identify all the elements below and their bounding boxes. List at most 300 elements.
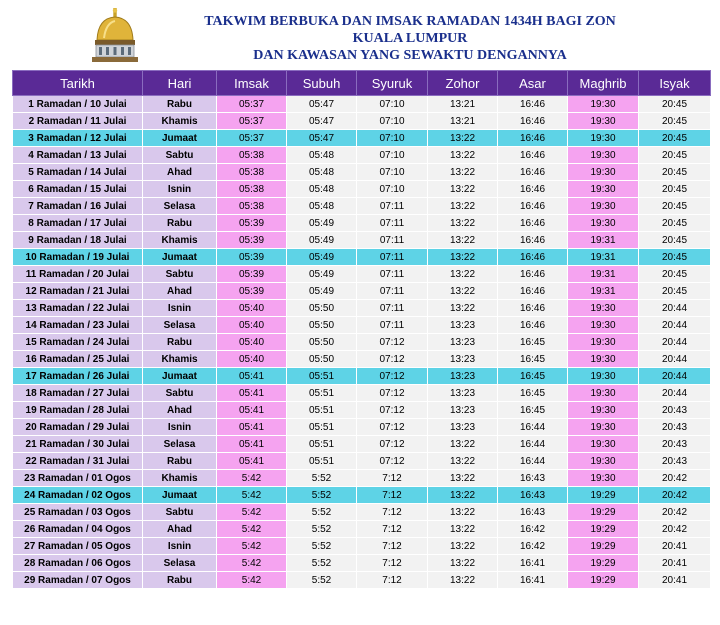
cell-tarikh: 12 Ramadan / 21 Julai xyxy=(13,283,143,300)
cell-isyak: 20:42 xyxy=(639,521,711,538)
cell-zohor: 13:22 xyxy=(428,232,498,249)
column-header-isyak: Isyak xyxy=(639,71,711,96)
cell-asar: 16:43 xyxy=(498,504,568,521)
cell-syuruk: 07:11 xyxy=(357,215,428,232)
table-row xyxy=(13,283,711,300)
cell-zohor: 13:23 xyxy=(428,385,498,402)
cell-asar: 16:42 xyxy=(498,521,568,538)
cell-hari: Khamis xyxy=(143,470,217,487)
cell-zohor: 13:23 xyxy=(428,351,498,368)
cell-asar: 16:44 xyxy=(498,453,568,470)
cell-tarikh: 28 Ramadan / 06 Ogos xyxy=(13,555,143,572)
cell-imsak: 05:38 xyxy=(217,164,287,181)
cell-syuruk: 07:11 xyxy=(357,317,428,334)
table-row xyxy=(13,436,711,453)
cell-tarikh: 16 Ramadan / 25 Julai xyxy=(13,351,143,368)
cell-tarikh: 26 Ramadan / 04 Ogos xyxy=(13,521,143,538)
cell-zohor: 13:23 xyxy=(428,317,498,334)
cell-hari: Rabu xyxy=(143,215,217,232)
cell-isyak: 20:44 xyxy=(639,351,711,368)
cell-syuruk: 7:12 xyxy=(357,470,428,487)
cell-asar: 16:46 xyxy=(498,164,568,181)
column-header-zohor: Zohor xyxy=(428,71,498,96)
cell-hari: Rabu xyxy=(143,334,217,351)
cell-tarikh: 29 Ramadan / 07 Ogos xyxy=(13,572,143,589)
cell-maghrib: 19:30 xyxy=(568,181,639,198)
cell-asar: 16:46 xyxy=(498,266,568,283)
cell-zohor: 13:22 xyxy=(428,215,498,232)
cell-maghrib: 19:31 xyxy=(568,249,639,266)
cell-asar: 16:45 xyxy=(498,402,568,419)
column-header-tarikh: Tarikh xyxy=(13,71,143,96)
title-line-3: DAN KAWASAN YANG SEWAKTU DENGANNYA xyxy=(253,48,567,63)
cell-subuh: 05:49 xyxy=(287,232,357,249)
table-header-row xyxy=(13,71,711,96)
cell-maghrib: 19:29 xyxy=(568,538,639,555)
cell-hari: Jumaat xyxy=(143,249,217,266)
cell-isyak: 20:45 xyxy=(639,147,711,164)
cell-asar: 16:45 xyxy=(498,368,568,385)
cell-maghrib: 19:30 xyxy=(568,351,639,368)
cell-zohor: 13:22 xyxy=(428,521,498,538)
table-row xyxy=(13,215,711,232)
cell-subuh: 5:52 xyxy=(287,470,357,487)
cell-asar: 16:46 xyxy=(498,198,568,215)
cell-subuh: 05:51 xyxy=(287,436,357,453)
cell-imsak: 5:42 xyxy=(217,538,287,555)
cell-asar: 16:44 xyxy=(498,436,568,453)
cell-isyak: 20:44 xyxy=(639,317,711,334)
cell-isyak: 20:45 xyxy=(639,198,711,215)
cell-hari: Isnin xyxy=(143,538,217,555)
cell-subuh: 05:50 xyxy=(287,334,357,351)
cell-hari: Rabu xyxy=(143,572,217,589)
cell-maghrib: 19:30 xyxy=(568,300,639,317)
cell-asar: 16:46 xyxy=(498,300,568,317)
cell-subuh: 05:48 xyxy=(287,164,357,181)
cell-zohor: 13:23 xyxy=(428,368,498,385)
cell-subuh: 05:50 xyxy=(287,300,357,317)
cell-hari: Rabu xyxy=(143,96,217,113)
table-row xyxy=(13,130,711,147)
cell-syuruk: 07:12 xyxy=(357,385,428,402)
cell-hari: Jumaat xyxy=(143,487,217,504)
cell-tarikh: 18 Ramadan / 27 Julai xyxy=(13,385,143,402)
cell-imsak: 05:41 xyxy=(217,436,287,453)
cell-hari: Jumaat xyxy=(143,368,217,385)
cell-hari: Ahad xyxy=(143,402,217,419)
cell-imsak: 05:37 xyxy=(217,96,287,113)
cell-imsak: 05:38 xyxy=(217,147,287,164)
cell-tarikh: 19 Ramadan / 28 Julai xyxy=(13,402,143,419)
cell-maghrib: 19:30 xyxy=(568,130,639,147)
cell-imsak: 05:40 xyxy=(217,317,287,334)
cell-syuruk: 7:12 xyxy=(357,555,428,572)
cell-subuh: 05:51 xyxy=(287,402,357,419)
cell-syuruk: 07:11 xyxy=(357,300,428,317)
table-row xyxy=(13,164,711,181)
cell-isyak: 20:45 xyxy=(639,283,711,300)
cell-zohor: 13:23 xyxy=(428,419,498,436)
cell-hari: Sabtu xyxy=(143,147,217,164)
cell-asar: 16:46 xyxy=(498,317,568,334)
cell-imsak: 05:39 xyxy=(217,249,287,266)
cell-subuh: 05:50 xyxy=(287,351,357,368)
cell-zohor: 13:22 xyxy=(428,504,498,521)
cell-hari: Khamis xyxy=(143,113,217,130)
cell-imsak: 5:42 xyxy=(217,555,287,572)
cell-syuruk: 07:12 xyxy=(357,402,428,419)
cell-isyak: 20:45 xyxy=(639,130,711,147)
cell-hari: Rabu xyxy=(143,453,217,470)
cell-subuh: 05:51 xyxy=(287,419,357,436)
cell-subuh: 05:51 xyxy=(287,385,357,402)
title-line-2: KUALA LUMPUR xyxy=(352,31,468,46)
cell-subuh: 05:49 xyxy=(287,215,357,232)
cell-isyak: 20:44 xyxy=(639,300,711,317)
cell-hari: Selasa xyxy=(143,555,217,572)
cell-imsak: 05:37 xyxy=(217,130,287,147)
cell-subuh: 5:52 xyxy=(287,572,357,589)
cell-syuruk: 07:12 xyxy=(357,368,428,385)
cell-asar: 16:46 xyxy=(498,113,568,130)
cell-subuh: 05:51 xyxy=(287,368,357,385)
cell-asar: 16:46 xyxy=(498,181,568,198)
cell-imsak: 05:38 xyxy=(217,198,287,215)
cell-subuh: 05:49 xyxy=(287,249,357,266)
cell-zohor: 13:23 xyxy=(428,402,498,419)
cell-isyak: 20:42 xyxy=(639,504,711,521)
column-header-asar: Asar xyxy=(498,71,568,96)
cell-subuh: 05:49 xyxy=(287,283,357,300)
cell-zohor: 13:22 xyxy=(428,198,498,215)
cell-syuruk: 07:12 xyxy=(357,351,428,368)
cell-isyak: 20:43 xyxy=(639,436,711,453)
cell-syuruk: 07:10 xyxy=(357,147,428,164)
cell-zohor: 13:22 xyxy=(428,283,498,300)
cell-syuruk: 7:12 xyxy=(357,538,428,555)
cell-asar: 16:46 xyxy=(498,283,568,300)
cell-imsak: 5:42 xyxy=(217,504,287,521)
cell-isyak: 20:43 xyxy=(639,419,711,436)
cell-zohor: 13:22 xyxy=(428,300,498,317)
cell-tarikh: 10 Ramadan / 19 Julai xyxy=(13,249,143,266)
cell-tarikh: 13 Ramadan / 22 Julai xyxy=(13,300,143,317)
cell-hari: Sabtu xyxy=(143,266,217,283)
mosque-dome-icon xyxy=(90,8,140,64)
table-row xyxy=(13,300,711,317)
column-header-maghrib: Maghrib xyxy=(568,71,639,96)
cell-tarikh: 2 Ramadan / 11 Julai xyxy=(13,113,143,130)
cell-isyak: 20:44 xyxy=(639,385,711,402)
cell-maghrib: 19:29 xyxy=(568,521,639,538)
cell-maghrib: 19:31 xyxy=(568,283,639,300)
cell-zohor: 13:22 xyxy=(428,266,498,283)
cell-syuruk: 07:11 xyxy=(357,249,428,266)
cell-isyak: 20:44 xyxy=(639,334,711,351)
cell-syuruk: 07:10 xyxy=(357,181,428,198)
cell-tarikh: 4 Ramadan / 13 Julai xyxy=(13,147,143,164)
cell-hari: Selasa xyxy=(143,317,217,334)
cell-subuh: 05:49 xyxy=(287,266,357,283)
cell-tarikh: 1 Ramadan / 10 Julai xyxy=(13,96,143,113)
cell-imsak: 05:40 xyxy=(217,300,287,317)
cell-hari: Ahad xyxy=(143,521,217,538)
cell-imsak: 05:41 xyxy=(217,402,287,419)
table-row xyxy=(13,232,711,249)
cell-syuruk: 07:11 xyxy=(357,283,428,300)
column-header-syuruk: Syuruk xyxy=(357,71,428,96)
cell-tarikh: 23 Ramadan / 01 Ogos xyxy=(13,470,143,487)
cell-subuh: 5:52 xyxy=(287,504,357,521)
prayer-times-table xyxy=(12,70,711,589)
cell-imsak: 5:42 xyxy=(217,470,287,487)
cell-maghrib: 19:30 xyxy=(568,198,639,215)
cell-tarikh: 20 Ramadan / 29 Julai xyxy=(13,419,143,436)
cell-syuruk: 07:12 xyxy=(357,436,428,453)
cell-hari: Ahad xyxy=(143,164,217,181)
cell-syuruk: 7:12 xyxy=(357,504,428,521)
cell-asar: 16:46 xyxy=(498,96,568,113)
cell-asar: 16:46 xyxy=(498,249,568,266)
cell-isyak: 20:43 xyxy=(639,402,711,419)
cell-isyak: 20:44 xyxy=(639,368,711,385)
cell-syuruk: 07:11 xyxy=(357,198,428,215)
cell-subuh: 5:52 xyxy=(287,487,357,504)
cell-zohor: 13:22 xyxy=(428,147,498,164)
cell-zohor: 13:22 xyxy=(428,249,498,266)
cell-imsak: 5:42 xyxy=(217,487,287,504)
cell-tarikh: 8 Ramadan / 17 Julai xyxy=(13,215,143,232)
cell-zohor: 13:22 xyxy=(428,487,498,504)
cell-tarikh: 27 Ramadan / 05 Ogos xyxy=(13,538,143,555)
cell-maghrib: 19:29 xyxy=(568,504,639,521)
column-header-hari: Hari xyxy=(143,71,217,96)
table-row xyxy=(13,453,711,470)
cell-tarikh: 25 Ramadan / 03 Ogos xyxy=(13,504,143,521)
table-row xyxy=(13,181,711,198)
cell-subuh: 05:50 xyxy=(287,317,357,334)
cell-asar: 16:43 xyxy=(498,470,568,487)
cell-hari: Sabtu xyxy=(143,504,217,521)
cell-imsak: 05:39 xyxy=(217,215,287,232)
cell-tarikh: 11 Ramadan / 20 Julai xyxy=(13,266,143,283)
cell-zohor: 13:22 xyxy=(428,181,498,198)
cell-maghrib: 19:30 xyxy=(568,164,639,181)
cell-subuh: 05:48 xyxy=(287,147,357,164)
cell-isyak: 20:45 xyxy=(639,164,711,181)
cell-asar: 16:44 xyxy=(498,419,568,436)
cell-maghrib: 19:30 xyxy=(568,147,639,164)
cell-subuh: 05:51 xyxy=(287,453,357,470)
cell-zohor: 13:22 xyxy=(428,436,498,453)
cell-imsak: 05:41 xyxy=(217,368,287,385)
cell-subuh: 05:47 xyxy=(287,130,357,147)
cell-asar: 16:46 xyxy=(498,130,568,147)
cell-imsak: 05:41 xyxy=(217,453,287,470)
table-row xyxy=(13,198,711,215)
cell-zohor: 13:22 xyxy=(428,164,498,181)
cell-syuruk: 07:10 xyxy=(357,130,428,147)
table-body xyxy=(13,96,711,589)
cell-maghrib: 19:30 xyxy=(568,334,639,351)
cell-maghrib: 19:29 xyxy=(568,487,639,504)
cell-imsak: 5:42 xyxy=(217,521,287,538)
cell-maghrib: 19:30 xyxy=(568,317,639,334)
cell-isyak: 20:42 xyxy=(639,470,711,487)
cell-imsak: 05:39 xyxy=(217,266,287,283)
cell-zohor: 13:22 xyxy=(428,572,498,589)
cell-maghrib: 19:30 xyxy=(568,453,639,470)
table-row xyxy=(13,487,711,504)
cell-isyak: 20:45 xyxy=(639,266,711,283)
cell-maghrib: 19:29 xyxy=(568,572,639,589)
table-row xyxy=(13,572,711,589)
table-row xyxy=(13,538,711,555)
cell-tarikh: 7 Ramadan / 16 Julai xyxy=(13,198,143,215)
cell-syuruk: 07:10 xyxy=(357,113,428,130)
cell-zohor: 13:22 xyxy=(428,538,498,555)
cell-asar: 16:45 xyxy=(498,334,568,351)
cell-maghrib: 19:30 xyxy=(568,419,639,436)
cell-maghrib: 19:30 xyxy=(568,385,639,402)
cell-isyak: 20:45 xyxy=(639,181,711,198)
cell-zohor: 13:22 xyxy=(428,453,498,470)
cell-hari: Khamis xyxy=(143,232,217,249)
cell-syuruk: 07:12 xyxy=(357,334,428,351)
cell-isyak: 20:42 xyxy=(639,487,711,504)
cell-asar: 16:46 xyxy=(498,232,568,249)
cell-zohor: 13:21 xyxy=(428,113,498,130)
cell-asar: 16:41 xyxy=(498,572,568,589)
cell-asar: 16:46 xyxy=(498,215,568,232)
column-header-subuh: Subuh xyxy=(287,71,357,96)
cell-syuruk: 7:12 xyxy=(357,487,428,504)
cell-isyak: 20:45 xyxy=(639,215,711,232)
cell-syuruk: 07:11 xyxy=(357,232,428,249)
cell-isyak: 20:45 xyxy=(639,249,711,266)
table-row xyxy=(13,113,711,130)
cell-imsak: 5:42 xyxy=(217,572,287,589)
table-row xyxy=(13,555,711,572)
cell-syuruk: 07:10 xyxy=(357,164,428,181)
cell-imsak: 05:41 xyxy=(217,385,287,402)
cell-syuruk: 7:12 xyxy=(357,572,428,589)
cell-maghrib: 19:29 xyxy=(568,555,639,572)
cell-maghrib: 19:30 xyxy=(568,470,639,487)
cell-asar: 16:41 xyxy=(498,555,568,572)
cell-isyak: 20:45 xyxy=(639,113,711,130)
cell-imsak: 05:41 xyxy=(217,419,287,436)
cell-hari: Isnin xyxy=(143,300,217,317)
cell-isyak: 20:45 xyxy=(639,232,711,249)
cell-imsak: 05:40 xyxy=(217,351,287,368)
cell-zohor: 13:23 xyxy=(428,334,498,351)
cell-asar: 16:45 xyxy=(498,351,568,368)
cell-isyak: 20:41 xyxy=(639,538,711,555)
cell-hari: Isnin xyxy=(143,419,217,436)
cell-syuruk: 07:12 xyxy=(357,453,428,470)
table-row xyxy=(13,351,711,368)
cell-asar: 16:42 xyxy=(498,538,568,555)
cell-subuh: 05:48 xyxy=(287,198,357,215)
cell-syuruk: 07:11 xyxy=(357,266,428,283)
cell-subuh: 5:52 xyxy=(287,521,357,538)
cell-maghrib: 19:30 xyxy=(568,436,639,453)
page-title xyxy=(150,13,670,64)
table-row xyxy=(13,470,711,487)
cell-tarikh: 6 Ramadan / 15 Julai xyxy=(13,181,143,198)
cell-asar: 16:46 xyxy=(498,147,568,164)
cell-hari: Isnin xyxy=(143,181,217,198)
cell-tarikh: 5 Ramadan / 14 Julai xyxy=(13,164,143,181)
cell-hari: Khamis xyxy=(143,351,217,368)
cell-maghrib: 19:30 xyxy=(568,368,639,385)
table-row xyxy=(13,521,711,538)
cell-imsak: 05:39 xyxy=(217,283,287,300)
cell-tarikh: 24 Ramadan / 02 Ogos xyxy=(13,487,143,504)
cell-syuruk: 7:12 xyxy=(357,521,428,538)
table-row xyxy=(13,419,711,436)
cell-isyak: 20:43 xyxy=(639,453,711,470)
cell-isyak: 20:41 xyxy=(639,555,711,572)
cell-syuruk: 07:12 xyxy=(357,419,428,436)
cell-imsak: 05:40 xyxy=(217,334,287,351)
column-header-imsak: Imsak xyxy=(217,71,287,96)
cell-syuruk: 07:10 xyxy=(357,96,428,113)
cell-maghrib: 19:31 xyxy=(568,266,639,283)
cell-tarikh: 3 Ramadan / 12 Julai xyxy=(13,130,143,147)
cell-subuh: 05:47 xyxy=(287,96,357,113)
table-row xyxy=(13,504,711,521)
cell-asar: 16:45 xyxy=(498,385,568,402)
cell-hari: Selasa xyxy=(143,436,217,453)
cell-imsak: 05:37 xyxy=(217,113,287,130)
cell-tarikh: 22 Ramadan / 31 Julai xyxy=(13,453,143,470)
cell-hari: Jumaat xyxy=(143,130,217,147)
cell-subuh: 05:47 xyxy=(287,113,357,130)
cell-tarikh: 17 Ramadan / 26 Julai xyxy=(13,368,143,385)
cell-zohor: 13:22 xyxy=(428,470,498,487)
cell-imsak: 05:39 xyxy=(217,232,287,249)
cell-maghrib: 19:30 xyxy=(568,96,639,113)
cell-isyak: 20:41 xyxy=(639,572,711,589)
cell-tarikh: 21 Ramadan / 30 Julai xyxy=(13,436,143,453)
cell-zohor: 13:22 xyxy=(428,555,498,572)
cell-isyak: 20:45 xyxy=(639,96,711,113)
title-line-1: TAKWIM BERBUKA DAN IMSAK RAMADAN 1434H BAGI ZON xyxy=(204,14,616,29)
cell-subuh: 5:52 xyxy=(287,555,357,572)
table-row xyxy=(13,334,711,351)
cell-subuh: 05:48 xyxy=(287,181,357,198)
table-row xyxy=(13,147,711,164)
cell-zohor: 13:22 xyxy=(428,130,498,147)
cell-hari: Ahad xyxy=(143,283,217,300)
table-row xyxy=(13,317,711,334)
cell-maghrib: 19:30 xyxy=(568,113,639,130)
cell-maghrib: 19:30 xyxy=(568,215,639,232)
cell-tarikh: 15 Ramadan / 24 Julai xyxy=(13,334,143,351)
cell-hari: Selasa xyxy=(143,198,217,215)
cell-tarikh: 9 Ramadan / 18 Julai xyxy=(13,232,143,249)
table-row xyxy=(13,96,711,113)
table-row xyxy=(13,385,711,402)
table-row xyxy=(13,266,711,283)
table-row xyxy=(13,368,711,385)
table-row xyxy=(13,402,711,419)
page-header xyxy=(0,0,720,70)
cell-maghrib: 19:31 xyxy=(568,232,639,249)
